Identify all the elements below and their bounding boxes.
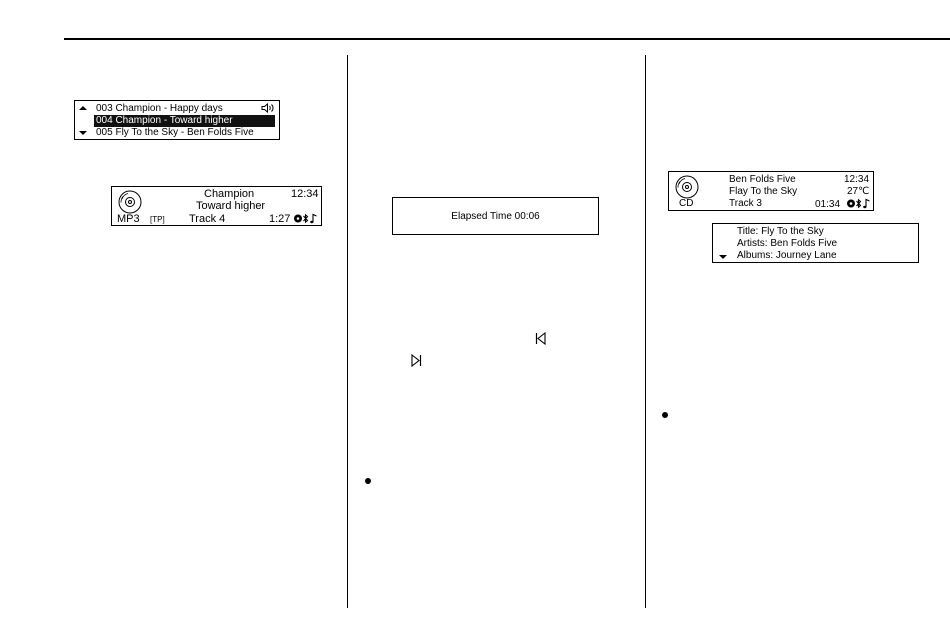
playlist-display: [74, 100, 280, 140]
column-divider-2: [645, 55, 646, 608]
elapsed-time-display: [392, 197, 599, 235]
music-note-icon: [313, 215, 317, 223]
cd-artist: Ben Folds Five: [729, 174, 796, 185]
scroll-down-icon[interactable]: [79, 131, 87, 135]
playlist-row-selected[interactable]: 004 Champion - Toward higher: [94, 115, 275, 127]
bullet: [662, 412, 668, 418]
column-divider-1: [347, 55, 348, 608]
header-rule: [64, 38, 950, 40]
playlist-row[interactable]: 005 Fly To the Sky - Ben Folds Five: [96, 127, 254, 138]
info-artists: Artists: Ben Folds Five: [737, 238, 838, 249]
bluetooth-icon: [304, 215, 308, 222]
skip-next-icon[interactable]: [411, 354, 422, 367]
status-icons: [846, 198, 872, 209]
mp3-song-title: Toward higher: [196, 200, 266, 212]
mp3-elapsed: 1:27: [269, 213, 291, 225]
cd-disc-icon: [118, 190, 142, 214]
cd-source-label: CD: [679, 198, 694, 209]
music-note-icon: [866, 200, 870, 208]
cd-elapsed: 01:34: [815, 199, 841, 210]
mp3-clock: 12:34: [291, 188, 319, 200]
playlist-row[interactable]: 003 Champion - Happy days: [96, 103, 223, 114]
mp3-track: Track 4: [189, 213, 226, 225]
scroll-down-icon[interactable]: [719, 255, 727, 259]
cd-song-title: Flay To the Sky: [729, 186, 798, 197]
disc-status-icon: [847, 200, 855, 208]
bluetooth-icon: [857, 200, 861, 207]
info-albums: Albums: Journey Lane: [737, 250, 837, 261]
cd-now-playing-display: [668, 171, 874, 211]
track-info-display: [712, 223, 919, 263]
info-title: Title: Fly To the Sky: [737, 226, 824, 237]
mp3-source-label: MP3: [117, 213, 140, 225]
skip-previous-icon[interactable]: [535, 332, 546, 345]
cd-track: Track 3: [729, 198, 762, 209]
mp3-artist: Champion: [204, 188, 255, 200]
cd-disc-icon: [675, 175, 699, 199]
disc-status-icon: [294, 215, 302, 223]
bullet: [365, 478, 371, 484]
status-icons: [293, 213, 319, 224]
mp3-now-playing-display: [111, 186, 322, 226]
cd-temperature: 27℃: [847, 186, 870, 197]
scroll-up-icon[interactable]: [79, 106, 87, 110]
speaker-icon: [261, 103, 275, 113]
tp-indicator: [TP]: [150, 215, 165, 224]
elapsed-time-text: Elapsed Time 00:06: [451, 211, 540, 222]
cd-clock: 12:34: [844, 174, 870, 185]
